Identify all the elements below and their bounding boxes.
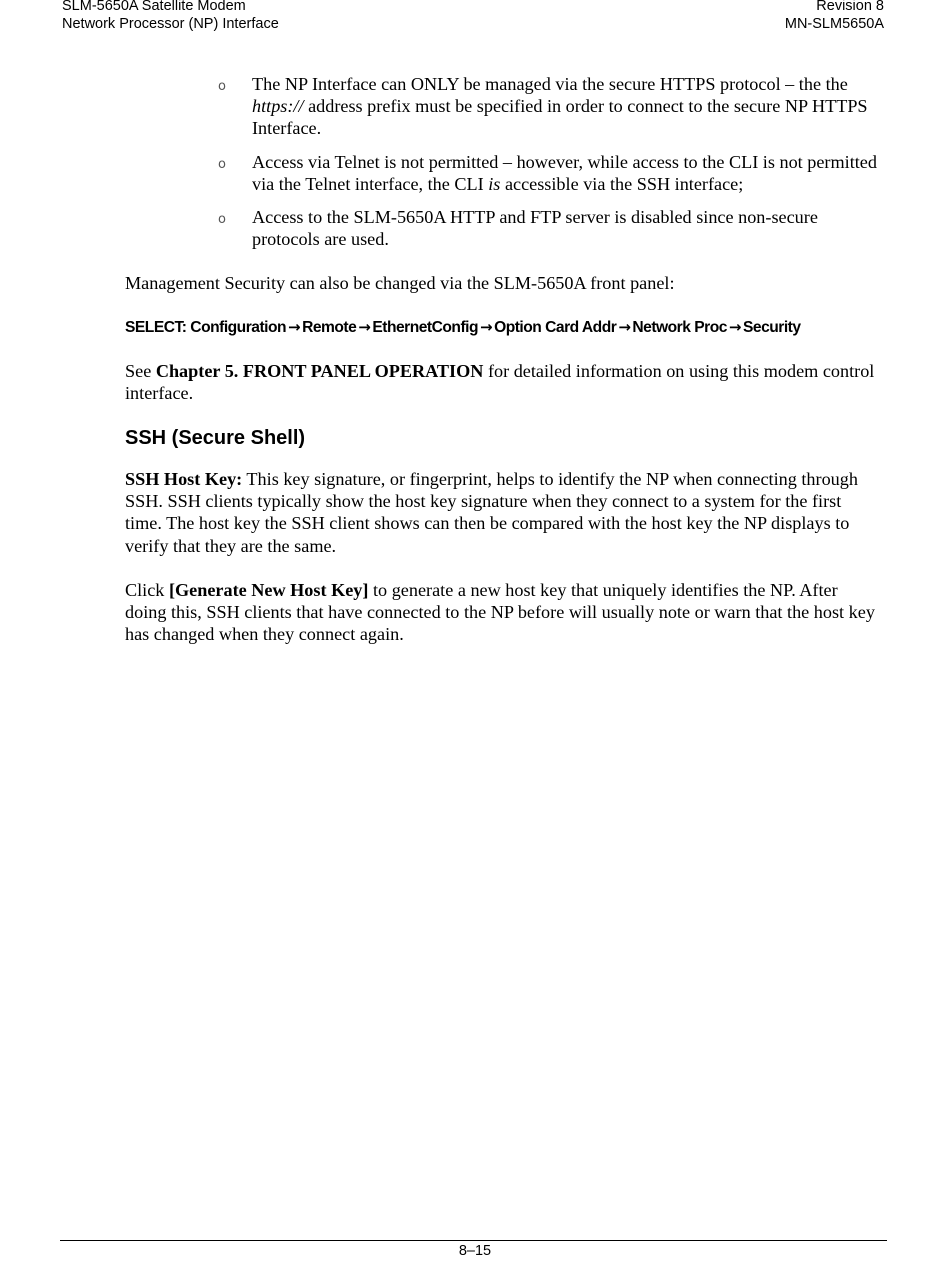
menu-path-step: Option Card Addr (494, 319, 617, 336)
menu-path-step: Network Proc (632, 319, 727, 336)
header-left (62, 0, 279, 33)
list-item: o Access via Telnet is not permitted – however, while access to the CLI is not permitted via the Telnet interface, the CLI is accessible via the SSH interface; (218, 151, 877, 194)
chapter-title: Network Processor (NP) Interface (62, 16, 279, 32)
chapter-reference: Chapter 5. FRONT PANEL OPERATION (155, 361, 484, 381)
list-item: o Access to the SLM-5650A HTTP and FTP server is disabled since non-secure protocols are used. (218, 207, 818, 250)
section-heading: SSH (Secure Shell) (125, 427, 306, 449)
doc-title: SLM-5650A Satellite Modem (62, 0, 246, 14)
revision-label: Revision 8 (816, 0, 884, 14)
security-bullet-list (218, 73, 878, 261)
bullet-circle-icon: o (218, 156, 226, 172)
header-right (785, 0, 884, 33)
arrow-right-icon: → (288, 318, 301, 336)
arrow-right-icon: → (618, 318, 631, 336)
menu-path-step: Remote (302, 319, 357, 336)
footer-divider (60, 1240, 887, 1241)
bullet-circle-icon: o (218, 79, 226, 94)
arrow-right-icon: → (480, 318, 493, 336)
doc-number: MN-SLM5650A (784, 16, 884, 32)
ssh-host-key-paragraph: SSH Host Key: This key signature, or fingerprint, helps to identify the NP when connecting through SSH. SSH clients typically show the host key signature when they connect to a system for the first time. The host key the SSH client shows can then be compared with the host key the NP displays to verify that they are the same. (125, 469, 858, 556)
page-number: 8–15 (458, 1243, 492, 1259)
host-key-term: SSH Host Key: (125, 469, 243, 489)
menu-path-step: Security (743, 319, 801, 336)
menu-path-step: EthernetConfig (372, 319, 478, 336)
menu-path-prefix: SELECT: Configuration (125, 319, 287, 336)
generate-key-paragraph: Click [Generate New Host Key] to generate a new host key that uniquely identifies the NP. After doing this, SSH clients that have connected to the NP before will usually note or warn that the host key has changed when they connect again. (125, 580, 875, 645)
arrow-right-icon: → (358, 318, 371, 336)
front-panel-menu-path (125, 316, 885, 339)
front-panel-intro: Management Security can also be changed via the SLM-5650A front panel: (125, 273, 675, 293)
arrow-right-icon: → (728, 318, 741, 336)
bullet-circle-icon: o (218, 212, 226, 228)
see-chapter-paragraph: See Chapter 5. FRONT PANEL OPERATION for detailed information on using this modem control interface. (125, 361, 875, 404)
generate-host-key-reference: [Generate New Host Key] (168, 580, 369, 600)
https-prefix: https:// (252, 96, 304, 117)
list-item: o The NP Interface can ONLY be managed via the secure HTTPS protocol – the the https:// address prefix must be specified in order to connect to the secure NP HTTPS Interface. (218, 74, 868, 139)
